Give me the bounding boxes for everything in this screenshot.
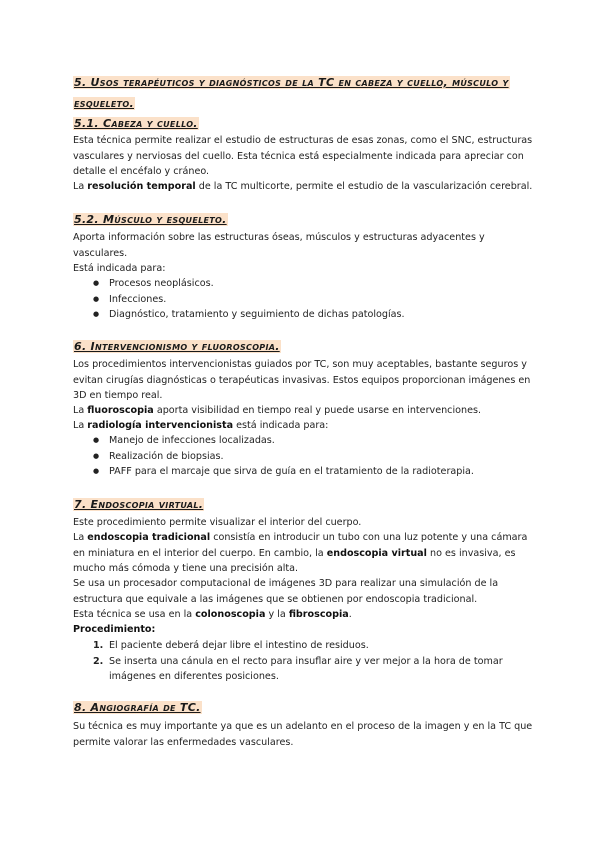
text-run: está indicada para:: [233, 420, 329, 431]
list-item: ● PAFF para el marcaje que sirva de guía en el tratamiento de la radioterapia.: [93, 464, 474, 480]
bold-term: endoscopia tradicional: [87, 532, 211, 543]
section-8-paragraph-1: Su técnica es muy importante ya que es un adelanto en el proceso de la imagen y en la TC que permite valorar las enfermedades vasculares.: [73, 721, 533, 748]
section-5-2-heading: [73, 212, 228, 227]
section-5-2-paragraph-2: Está indicada para:: [73, 263, 166, 274]
list-item: ● Realización de biopsias.: [93, 449, 474, 465]
procedure-step: [93, 654, 529, 685]
text-run: La: [73, 532, 88, 543]
section-5-heading-line1: 5. Usos terapéuticos y diagnósticos de la TC en cabeza y cuello, músculo y: [74, 76, 509, 89]
list-item: ● Diagnóstico, tratamiento y seguimiento de dichas patologías.: [93, 307, 405, 323]
text-run: La: [73, 181, 88, 192]
text-run: La: [73, 405, 88, 416]
text-run: La: [73, 420, 88, 431]
procedure-label: [73, 622, 533, 638]
list-item: ● Manejo de infecciones localizadas.: [93, 433, 474, 449]
section-5-2-list: [93, 276, 405, 323]
bold-term: fluoroscopia: [87, 405, 154, 416]
step-text: Se inserta una cánula en el recto para insuflar aire y ver mejor a la hora de tomar imágenes en diferentes posiciones.: [109, 655, 503, 682]
list-item: ● Infecciones.: [93, 292, 405, 308]
section-6-heading: [73, 339, 281, 354]
text-run: y la: [265, 609, 289, 620]
procedure-steps: [93, 638, 529, 685]
section-6-list: [93, 433, 474, 480]
step-number: 1.: [93, 640, 104, 651]
section-7-paragraph-3: Se usa un procesador computacional de imágenes 3D para realizar una simulación de la estructura que equivale a las imágenes que se obtienen por endoscopia tradicional.: [73, 578, 499, 605]
bold-term: radiología intervencionista: [87, 420, 234, 431]
step-text: El paciente deberá dejar libre el intestino de residuos.: [109, 640, 369, 651]
text-run: de la TC multicorte, permite el estudio de la vascularización cerebral.: [195, 181, 533, 192]
text-run: Esta técnica se usa en la: [73, 609, 196, 620]
section-7-paragraph-2: [73, 530, 533, 577]
section-5-heading: [73, 75, 510, 90]
bold-term: endoscopia virtual: [326, 547, 427, 559]
section-5-1-title: 5.1. Cabeza y cuello.: [74, 117, 198, 130]
section-7-paragraph-1: Este procedimiento permite visualizar el interior del cuerpo.: [73, 517, 362, 528]
bold-term: fibroscopia: [288, 609, 349, 620]
section-5-heading-line2: esqueleto.: [74, 97, 134, 110]
text-run: .: [348, 609, 352, 620]
section-5-1-paragraph-2: [73, 179, 533, 195]
section-8-title: 8. Angiografía de TC.: [74, 701, 201, 714]
section-5-1-heading: [73, 116, 199, 131]
section-6-title: 6. Intervencionismo y fluoroscopia.: [74, 340, 280, 353]
section-6-paragraph-2: [73, 403, 533, 419]
section-5-1-paragraph-1: Esta técnica permite realizar el estudio de estructuras de esas zonas, como el SNC, estructuras vasculares y nerviosas del cuello. Esta técnica está especialmente indicada para apreciar con detalle el encéfalo y cráneo.: [73, 135, 533, 177]
text-run: no es invasiva, es mucho más cómoda y tiene una precisión alta.: [73, 547, 516, 574]
section-6-paragraph-1: Los procedimientos intervencionistas guiados por TC, son muy aceptables, bastante seguros y evitan cirugías diagnósticas o terapéuticas invasivas. Estos equipos proporcionan imágenes en 3D en tiempo real.: [73, 359, 531, 401]
section-5-2-title: 5.2. Músculo y esqueleto.: [74, 213, 227, 226]
bold-term: colonoscopia: [195, 609, 266, 620]
procedure-label-text: Procedimiento:: [73, 624, 156, 635]
section-8-heading: [73, 700, 202, 715]
section-7-heading: [73, 497, 204, 512]
procedure-step: [93, 638, 529, 654]
section-7-title: 7. Endoscopia virtual.: [74, 498, 204, 511]
bold-term: resolución temporal: [87, 181, 196, 192]
section-7-paragraph-4: [73, 607, 533, 623]
section-5-heading-cont: [73, 96, 135, 111]
step-number: 2.: [93, 655, 104, 667]
text-run: aporta visibilidad en tiempo real y puede usarse en intervenciones.: [153, 405, 482, 416]
section-5-2-paragraph-1: Aporta información sobre las estructuras óseas, músculos y estructuras adyacentes y vasculares.: [73, 232, 485, 259]
section-6-paragraph-3: [73, 418, 533, 434]
list-item: ● Procesos neoplásicos.: [93, 276, 405, 292]
text-run: consistía en introducir un tubo con una luz potente y una cámara en miniatura en el interior del cuerpo. En cambio, la: [73, 532, 528, 559]
